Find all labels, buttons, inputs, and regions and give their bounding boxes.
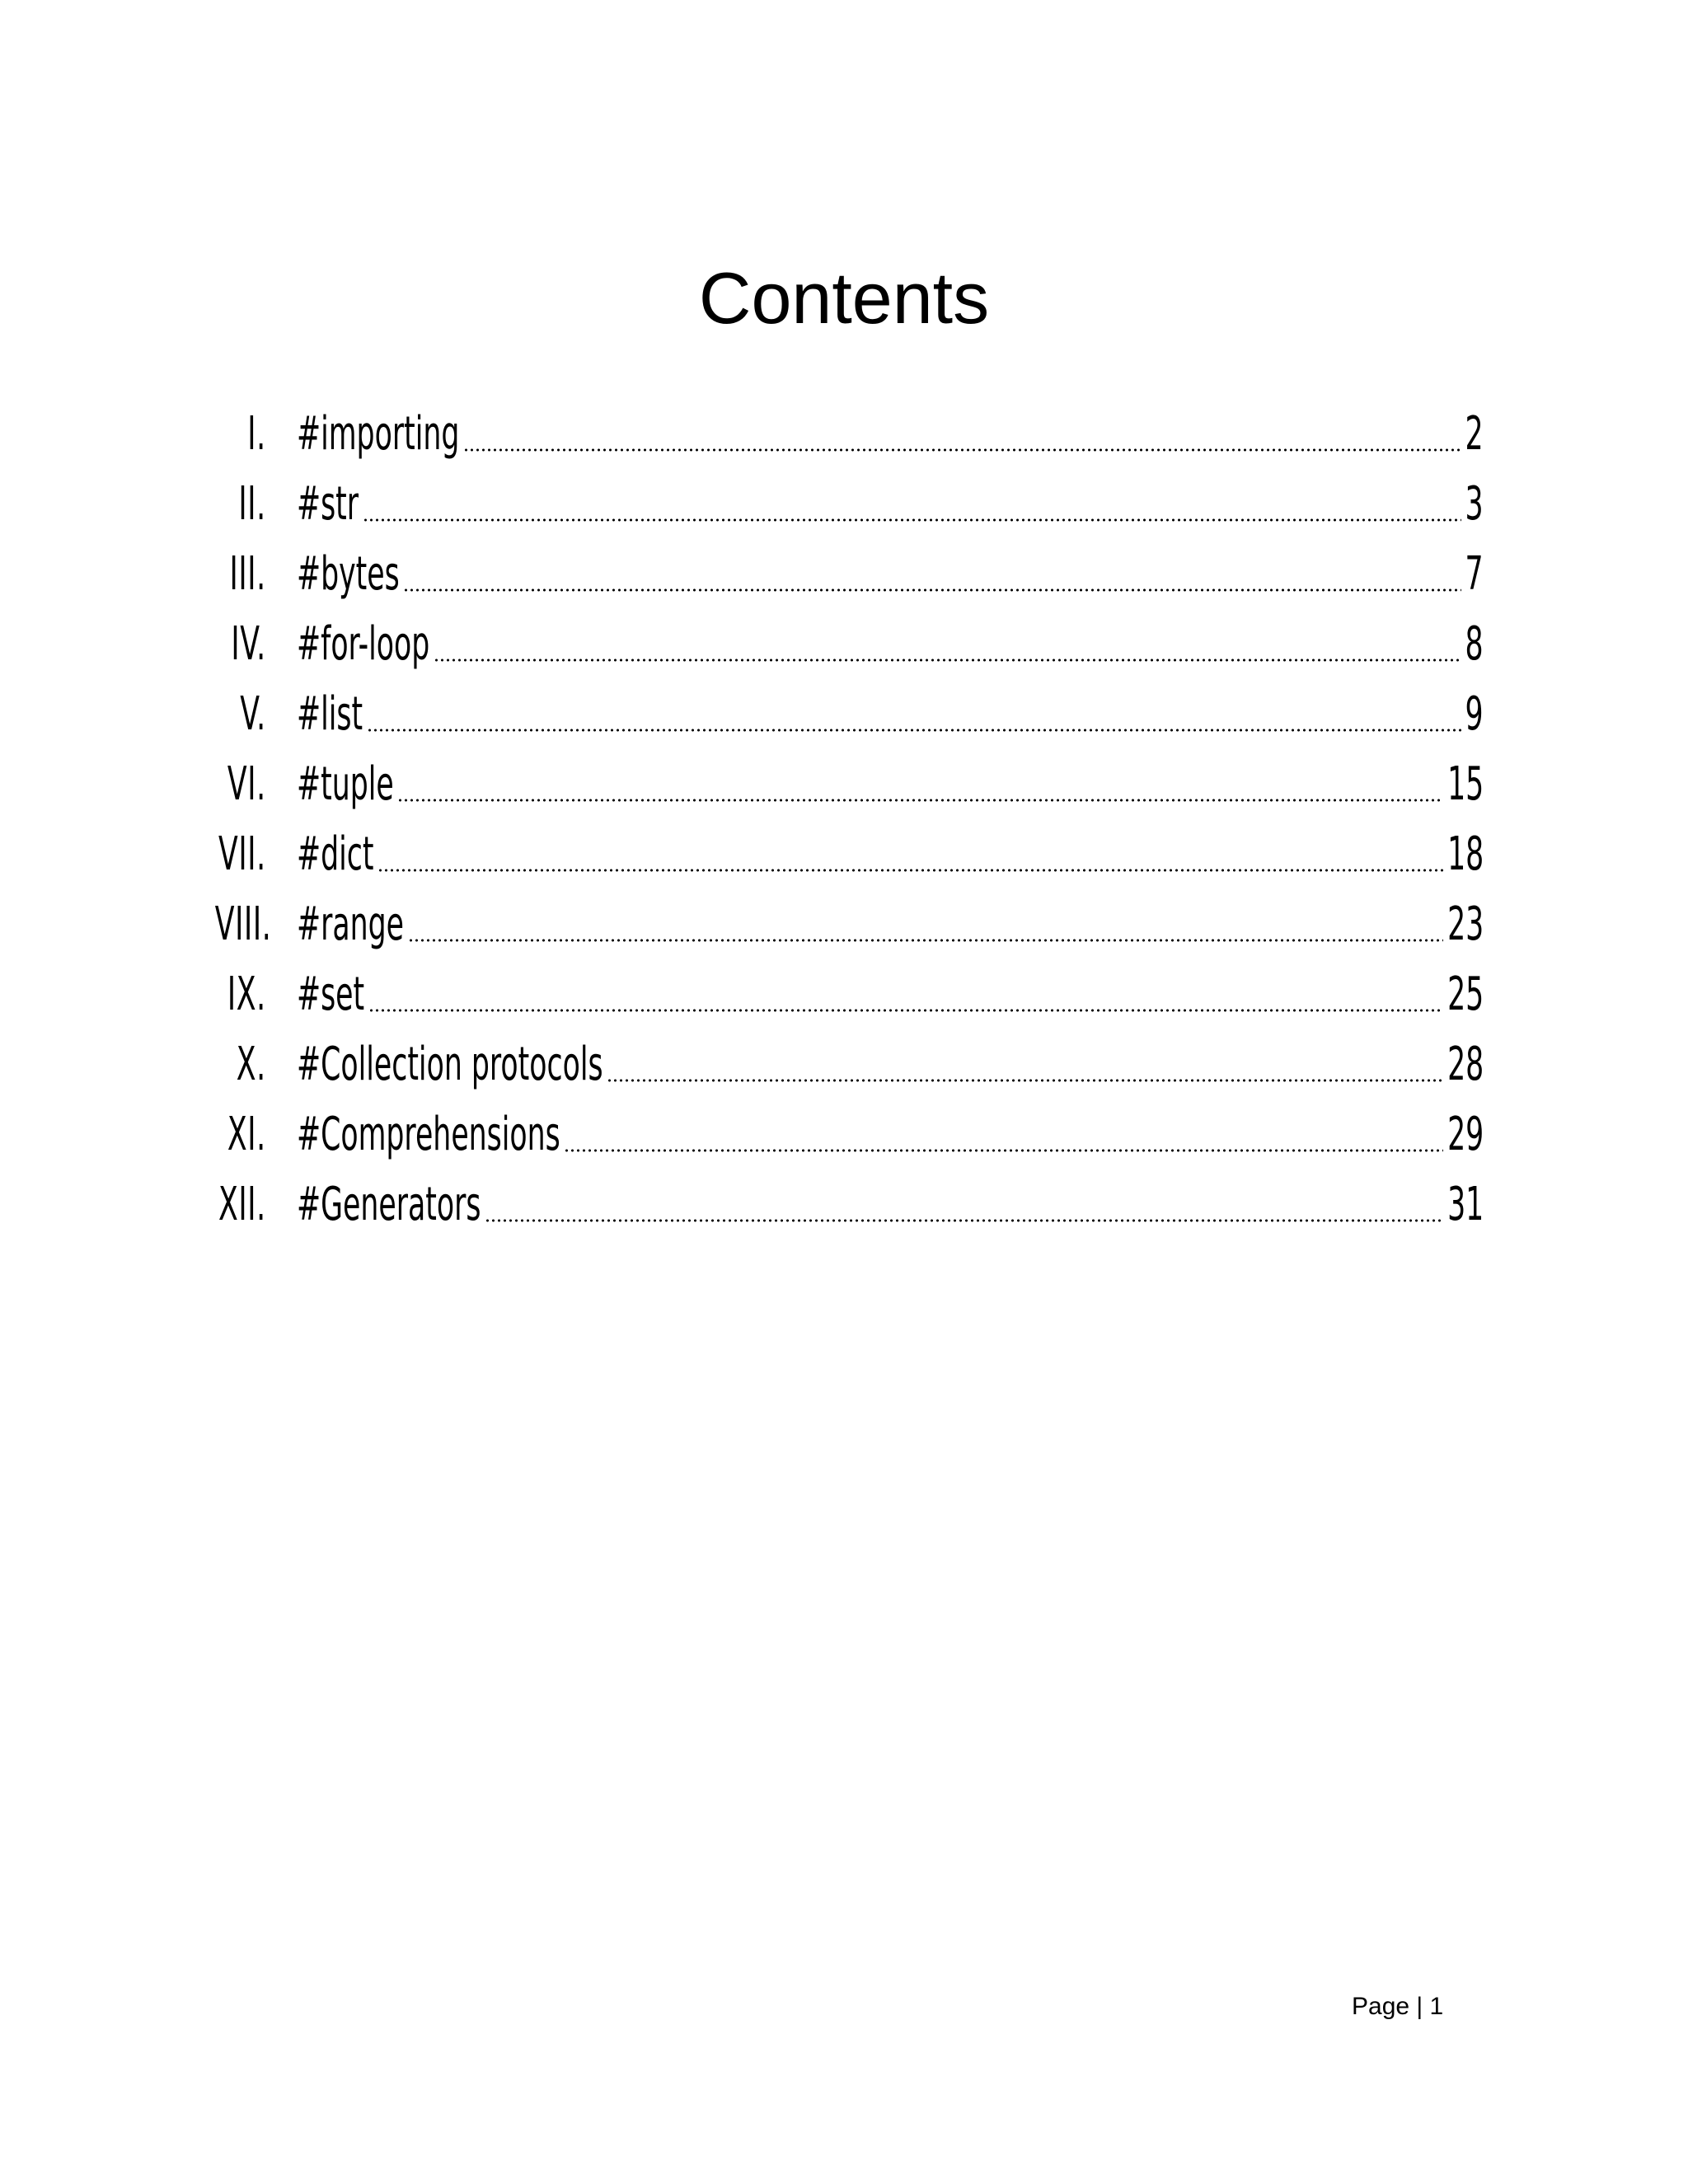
toc-label: #set: [297, 968, 365, 1021]
toc-leader-dots: [397, 798, 1443, 803]
toc-entry[interactable]: [165, 457, 1484, 531]
toc-numeral: II.: [238, 477, 266, 531]
toc-numeral: VIII.: [214, 898, 272, 951]
toc-leader-dots: [463, 448, 1461, 452]
toc-page-number: 31: [1447, 1178, 1484, 1231]
toc-leader-dots: [434, 658, 1461, 663]
toc-leader-dots: [377, 868, 1443, 873]
toc-leader-dots: [363, 518, 1461, 523]
toc-entry[interactable]: [165, 1088, 1484, 1161]
table-of-contents: [165, 387, 1484, 1231]
toc-page-number: 28: [1447, 1038, 1484, 1091]
toc-numeral: IV.: [231, 617, 266, 671]
toc-page-number: 29: [1447, 1108, 1484, 1161]
toc-label: #for-loop: [297, 617, 430, 671]
toc-entry[interactable]: [165, 527, 1484, 601]
toc-entry[interactable]: [165, 387, 1484, 461]
toc-label: #str: [297, 477, 359, 531]
toc-leader-dots: [403, 588, 1461, 593]
toc-page-number: 9: [1465, 687, 1484, 741]
toc-entry[interactable]: [165, 808, 1484, 881]
toc-label: #Generators: [297, 1178, 481, 1231]
toc-label: #bytes: [297, 547, 400, 601]
toc-numeral: XII.: [218, 1178, 266, 1231]
toc-page-number: 8: [1465, 617, 1484, 671]
toc-label: #importing: [297, 407, 460, 461]
toc-leader-dots: [368, 1008, 1443, 1013]
toc-entry[interactable]: [165, 878, 1484, 951]
toc-numeral: IX.: [227, 968, 266, 1021]
toc-label: #dict: [297, 827, 374, 881]
toc-leader-dots: [607, 1078, 1443, 1083]
toc-page-number: 23: [1447, 898, 1484, 951]
toc-leader-dots: [564, 1148, 1443, 1153]
toc-entry[interactable]: [165, 1158, 1484, 1231]
toc-numeral: III.: [229, 547, 266, 601]
toc-leader-dots: [408, 938, 1443, 943]
toc-label: #Comprehensions: [297, 1108, 560, 1161]
toc-leader-dots: [367, 728, 1461, 733]
toc-numeral: XI.: [227, 1108, 266, 1161]
toc-entry[interactable]: [165, 948, 1484, 1021]
toc-page-number: 7: [1465, 547, 1484, 601]
toc-entry[interactable]: [165, 598, 1484, 671]
toc-label: #range: [297, 898, 405, 951]
toc-leader-dots: [485, 1218, 1443, 1223]
toc-entry[interactable]: [165, 668, 1484, 741]
toc-numeral: V.: [240, 687, 266, 741]
toc-page-number: 2: [1465, 407, 1484, 461]
toc-entry[interactable]: [165, 738, 1484, 811]
toc-page-number: 25: [1447, 968, 1484, 1021]
page-number-footer: Page | 1: [1352, 1993, 1444, 2020]
toc-entry[interactable]: [165, 1018, 1484, 1091]
page-title: Contents: [698, 257, 990, 339]
toc-label: #list: [297, 687, 363, 741]
toc-page-number: 18: [1447, 827, 1484, 881]
toc-label: #tuple: [297, 757, 394, 811]
toc-numeral: VII.: [218, 827, 266, 881]
toc-numeral: VI.: [227, 757, 266, 811]
toc-numeral: X.: [236, 1038, 266, 1091]
toc-numeral: I.: [247, 407, 266, 461]
toc-label: #Collection protocols: [297, 1038, 603, 1091]
toc-page-number: 15: [1447, 757, 1484, 811]
toc-page-number: 3: [1465, 477, 1484, 531]
